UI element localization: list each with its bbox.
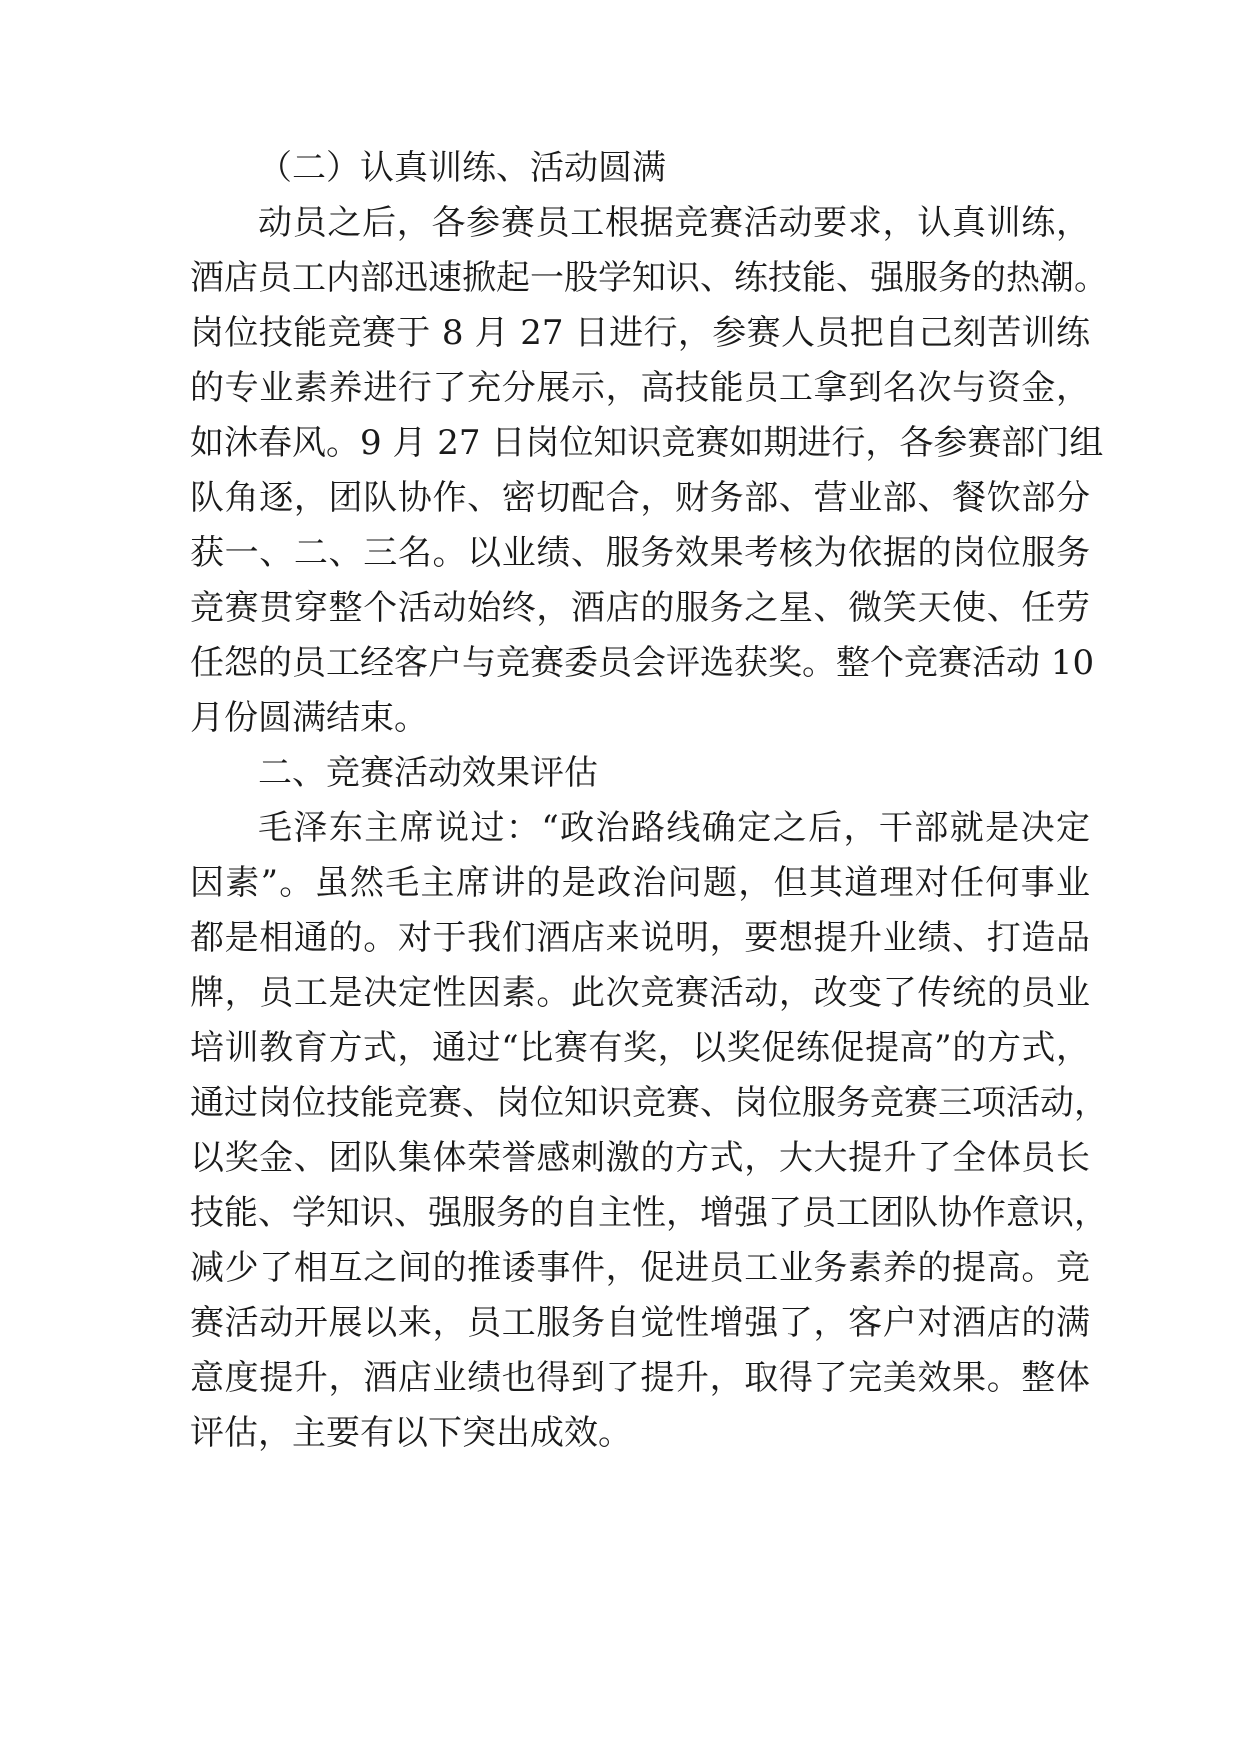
- paragraph-line: 动员之后，各参赛员工根据竞赛活动要求，认真训练，: [258, 203, 1090, 243]
- paragraph-line: 因素”。虽然毛主席讲的是政治问题，但其道理对任何事业: [190, 863, 1090, 903]
- paragraph-line: 毛泽东主席说过：“政治路线确定之后，干部就是决定: [258, 808, 1090, 848]
- paragraph-line: 获一、二、三名。以业绩、服务效果考核为依据的岗位服务: [190, 533, 1090, 573]
- paragraph-line: 的专业素养进行了充分展示，高技能员工拿到名次与资金，: [190, 368, 1090, 408]
- paragraph-line: 通过岗位技能竞赛、岗位知识竞赛、岗位服务竞赛三项活动，: [190, 1083, 1108, 1123]
- section-heading: 二、竞赛活动效果评估: [258, 753, 598, 793]
- section-heading: （二）认真训练、活动圆满: [258, 148, 666, 188]
- paragraph-line: 岗位技能竞赛于 8 月 27 日进行，参赛人员把自己刻苦训练: [190, 313, 1090, 353]
- paragraph-line: 赛活动开展以来，员工服务自觉性增强了，客户对酒店的满: [190, 1303, 1090, 1343]
- paragraph-line: 以奖金、团队集体荣誉感刺激的方式，大大提升了全体员长: [190, 1138, 1090, 1178]
- paragraph-line: 减少了相互之间的推诿事件，促进员工业务素养的提高。竞: [190, 1248, 1090, 1288]
- paragraph-line: 队角逐，团队协作、密切配合，财务部、营业部、餐饮部分: [190, 478, 1090, 518]
- paragraph-line: 培训教育方式，通过“比赛有奖，以奖促练促提高”的方式，: [190, 1028, 1090, 1068]
- paragraph-line: 如沐春风。9 月 27 日岗位知识竞赛如期进行，各参赛部门组: [190, 423, 1104, 463]
- paragraph-line: 月份圆满结束。: [190, 698, 428, 738]
- paragraph-line: 酒店员工内部迅速掀起一股学知识、练技能、强服务的热潮。: [190, 258, 1108, 298]
- paragraph-line: 意度提升，酒店业绩也得到了提升，取得了完美效果。整体: [190, 1358, 1090, 1398]
- paragraph-line: 技能、学知识、强服务的自主性，增强了员工团队协作意识，: [190, 1193, 1108, 1233]
- paragraph-line: 任怨的员工经客户与竞赛委员会评选获奖。整个竞赛活动 10: [190, 643, 1095, 683]
- paragraph-line: 评估，主要有以下突出成效。: [190, 1413, 632, 1453]
- paragraph-line: 都是相通的。对于我们酒店来说明，要想提升业绩、打造品: [190, 918, 1090, 958]
- paragraph-line: 竞赛贯穿整个活动始终，酒店的服务之星、微笑天使、任劳: [190, 588, 1090, 628]
- paragraph-line: 牌，员工是决定性因素。此次竞赛活动，改变了传统的员业: [190, 973, 1090, 1013]
